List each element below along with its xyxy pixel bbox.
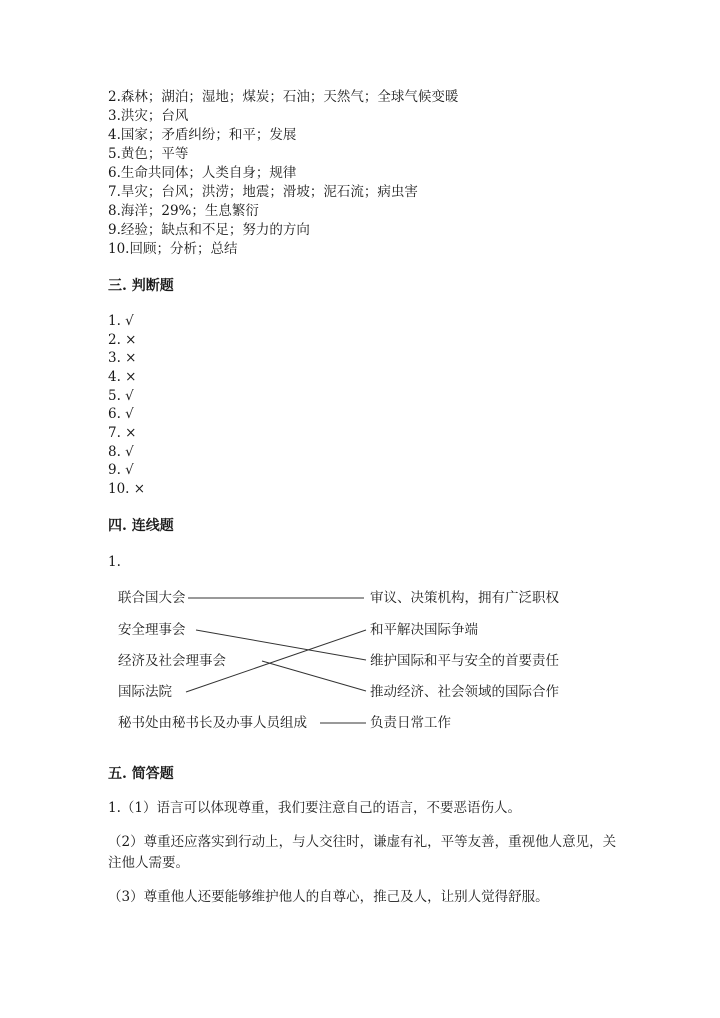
short-answer-paragraph-3: （3）尊重他人还要能够维护他人的自尊心，推己及人，让别人觉得舒服。 [108,889,549,905]
matching-left-5: 秘书处由秘书长及办事人员组成 [118,715,307,731]
fill-answer-6: 6.生命共同体；人类自身；规律 [108,165,297,181]
judge-answer-9: 9. √ [108,462,134,478]
judge-answer-8: 8. √ [108,444,134,460]
judge-answer-10: 10. × [108,481,146,497]
matching-right-4: 推动经济、社会领域的国际合作 [370,684,559,700]
judge-answer-6: 6. √ [108,406,134,422]
fill-answer-4: 4.国家；矛盾纠纷；和平；发展 [108,127,297,143]
matching-left-3: 经济及社会理事会 [118,653,226,669]
matching-left-2: 安全理事会 [118,622,186,638]
judge-answer-2: 2. × [108,332,137,348]
fill-answer-3: 3.洪灾；台风 [108,108,189,124]
fill-answer-8: 8.海洋；29%；生息繁衍 [108,203,259,219]
section-heading-short-answer: 五. 简答题 [108,766,174,782]
fill-answer-7: 7.旱灾；台风；洪涝；地震；滑坡；泥石流；病虫害 [108,184,418,200]
fill-answer-10: 10.回顾；分析；总结 [108,241,238,257]
matching-right-2: 和平解决国际争端 [370,622,478,638]
matching-right-1: 审议、决策机构，拥有广泛职权 [370,590,559,606]
matching-right-5: 负责日常工作 [370,715,451,731]
section-heading-judge: 三. 判断题 [108,278,174,294]
matching-number: 1. [108,554,121,570]
matching-left-4: 国际法院 [118,684,172,700]
fill-answer-2: 2.森林；湖泊；湿地；煤炭；石油；天然气；全球气候变暖 [108,89,459,105]
judge-answer-5: 5. √ [108,388,134,404]
match-line-3 [262,661,366,691]
judge-answer-4: 4. × [108,369,137,385]
short-answer-paragraph-2: （2）尊重还应落实到行动上，与人交往时，谦虚有礼，平等友善，重视他人意见，关注他人需要。 [108,834,617,871]
matching-right-3: 维护国际和平与安全的首要责任 [370,653,559,669]
fill-answer-9: 9.经验；缺点和不足；努力的方向 [108,222,310,238]
judge-answer-7: 7. × [108,425,137,441]
judge-answer-3: 3. × [108,350,137,366]
fill-answer-5: 5.黄色；平等 [108,146,189,162]
short-answer-paragraph-1: 1.（1）语言可以体现尊重，我们要注意自己的语言，不要恶语伤人。 [108,800,521,816]
matching-left-1: 联合国大会 [118,590,186,606]
section-heading-matching: 四. 连线题 [108,518,174,534]
judge-answer-1: 1. √ [108,313,134,329]
